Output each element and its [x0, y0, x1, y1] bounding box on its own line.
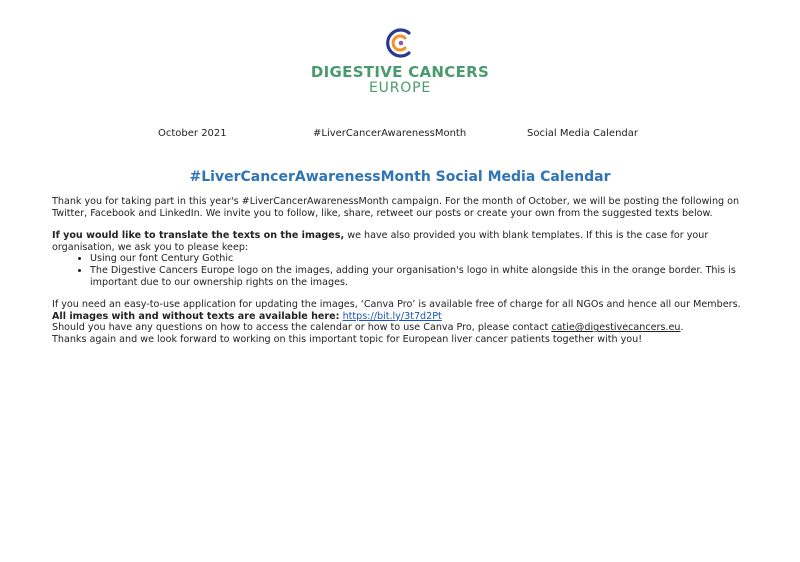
list-item: • The Digestive Cancers Europe logo on the images, adding your organisation's logo in white alongside this in the orange border. This is important due to our ownership rights on the images.: [90, 265, 752, 288]
header-doc-type: Social Media Calendar: [527, 128, 639, 139]
page-title: #LiverCancerAwarenessMonth Social Media Calendar: [189, 169, 611, 185]
thanks-line: Thanks again and we look forward to working on this important topic for European liver cancer patients together with you!: [52, 333, 643, 345]
organization-logo: [0, 26, 800, 96]
questions-line: [52, 322, 752, 334]
translate-text: we have also provided you with blank templates. If this is the case for your organisation, we ask you to please keep:: [52, 230, 709, 253]
intro-paragraph: Thank you for taking part in this year's #LiverCancerAwarenessMonth campaign. For the month of October, we will be posting the following on Twitter, Facebook and LinkedIn. We invite you to follow, like, share, retweet our posts or create your own from the suggested texts below.: [52, 196, 740, 219]
questions-end: .: [680, 322, 684, 334]
canva-paragraph: If you need an easy-to-use application for updating the images, ‘Canva Pro’ is available free of charge for all NGOs and hence all our Members.: [52, 299, 741, 311]
requirements-list: [52, 253, 752, 288]
document-body: [52, 196, 752, 346]
contact-email-link[interactable]: catie@digestivecancers.eu: [551, 322, 681, 334]
logo-text-line1: DIGESTIVE CANCERS: [310, 63, 490, 81]
header-hashtag: #LiverCancerAwarenessMonth: [313, 128, 467, 139]
images-bold-text: All images with and without texts are available here:: [52, 310, 340, 322]
list-item: • Using our font Century Gothic: [90, 253, 752, 265]
header-date: October 2021: [158, 128, 227, 139]
translate-bold-text: If you would like to translate the texts on the images,: [52, 230, 345, 242]
translate-paragraph: [52, 230, 752, 253]
images-line: [52, 311, 752, 323]
logo-mark-icon: [383, 26, 417, 60]
logo-text-line2: EUROPE: [369, 80, 431, 96]
questions-text: Should you have any questions on how to access the calendar or how to use Canva Pro, please contact: [52, 322, 552, 334]
images-link[interactable]: https://bit.ly/3t7d2Pt: [342, 310, 442, 322]
